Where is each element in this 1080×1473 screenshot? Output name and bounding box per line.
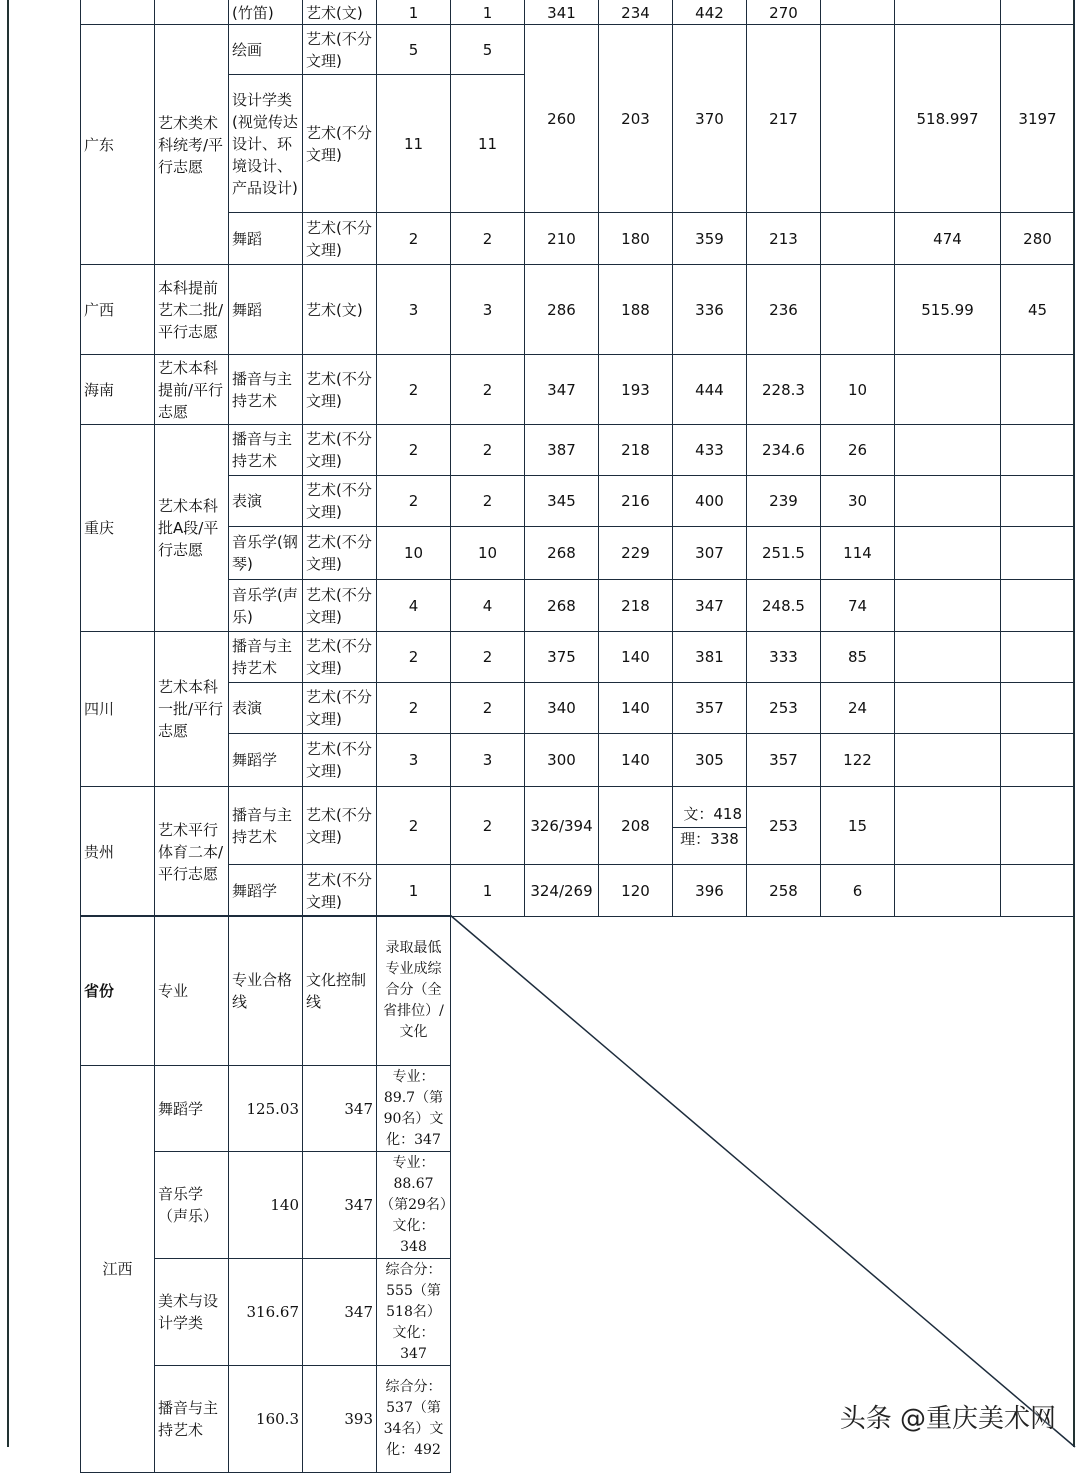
table-cell: 258 (747, 865, 821, 917)
table-cell: 艺术(不分文理) (303, 734, 377, 787)
table-cell: 专业 (155, 916, 229, 1066)
table-cell: 重庆 (81, 425, 155, 632)
table-cell: 2 (377, 632, 451, 683)
table-cell: 舞蹈学 (155, 1066, 229, 1152)
table-cell: 251.5 (747, 527, 821, 580)
table-cell: 2 (451, 213, 525, 265)
table-cell: 录取最低专业成综合分（全省排位）/文化 (377, 916, 451, 1066)
table-cell: 216 (599, 476, 673, 527)
table-cell: 324/269 (525, 865, 599, 917)
table-cell: 10 (821, 355, 895, 425)
table-cell: 艺术(不分文理) (303, 476, 377, 527)
table-cell: 236 (747, 265, 821, 355)
table-cell: 广西 (81, 265, 155, 355)
table-cell: 音乐学(声乐) (229, 580, 303, 632)
table-cell: 2 (451, 683, 525, 734)
table-cell (1001, 734, 1075, 787)
table-cell: 218 (599, 425, 673, 476)
table-cell: 345 (525, 476, 599, 527)
table-cell: 193 (599, 355, 673, 425)
table-cell: 74 (821, 580, 895, 632)
table-cell: 518.997 (895, 25, 1001, 213)
table-cell: 286 (525, 265, 599, 355)
table-cell: 海南 (81, 355, 155, 425)
table-cell (895, 865, 1001, 917)
table-cell: 综合分：555（第518名）文化：347 (377, 1259, 451, 1366)
table-cell: 340 (525, 683, 599, 734)
table-cell: 180 (599, 213, 673, 265)
table-cell: 播音与主持艺术 (229, 355, 303, 425)
table-cell: 四川 (81, 632, 155, 787)
table-cell: 艺术(不分文理) (303, 355, 377, 425)
table-cell (1001, 425, 1075, 476)
table-cell: 15 (821, 787, 895, 865)
table-row (81, 632, 1075, 683)
table-cell: 208 (599, 787, 673, 865)
table-cell: 375 (525, 632, 599, 683)
table-cell: 30 (821, 476, 895, 527)
table-cell: 广东 (81, 25, 155, 265)
table-cell: 114 (821, 527, 895, 580)
table-cell: 188 (599, 265, 673, 355)
table-cell: 239 (747, 476, 821, 527)
table-cell: 268 (525, 580, 599, 632)
table-cell: 2 (377, 425, 451, 476)
table-cell: 贵州 (81, 787, 155, 917)
table-cell (1001, 0, 1075, 25)
admission-table-upper (80, 0, 1075, 917)
table-cell: 305 (673, 734, 747, 787)
table-cell: 播音与主持艺术 (229, 425, 303, 476)
table-cell: 专业：88.67（第29名）文化：348 (377, 1152, 451, 1259)
table-cell: 2 (377, 787, 451, 865)
table-cell: 253 (747, 787, 821, 865)
table-cell: 艺术(不分文理) (303, 683, 377, 734)
table-cell: 2 (377, 683, 451, 734)
table-cell: 400 (673, 476, 747, 527)
table-cell: 艺术本科提前/平行志愿 (155, 355, 229, 425)
table-cell: 160.3 (229, 1366, 303, 1473)
page-left-border (7, 0, 9, 1447)
table-row (81, 1066, 451, 1152)
table-cell: 绘画 (229, 25, 303, 75)
table-row (81, 213, 1075, 265)
table-cell: 140 (599, 734, 673, 787)
table-cell: 6 (821, 865, 895, 917)
table-cell: 艺术类术科统考/平行志愿 (155, 25, 229, 265)
table-cell: 1 (451, 865, 525, 917)
table-cell: 229 (599, 527, 673, 580)
table-cell: 140 (599, 683, 673, 734)
table-cell: 1 (377, 865, 451, 917)
table-cell: 122 (821, 734, 895, 787)
table-cell: 综合分：537（第34名）文化：492 (377, 1366, 451, 1473)
table-cell: 268 (525, 527, 599, 580)
table-cell: 444 (673, 355, 747, 425)
table-cell: 203 (599, 25, 673, 213)
table-cell: 333 (747, 632, 821, 683)
table-cell: 347 (673, 580, 747, 632)
table-cell: (竹笛) (229, 0, 303, 25)
table-cell: 1 (451, 0, 525, 25)
table-cell: 359 (673, 213, 747, 265)
table-cell: 140 (599, 632, 673, 683)
table-cell: 艺术(文) (303, 0, 377, 25)
table-cell: 2 (377, 476, 451, 527)
table-cell: 248.5 (747, 580, 821, 632)
table-cell: 艺术平行体育二本/平行志愿 (155, 787, 229, 917)
table-cell: 125.03 (229, 1066, 303, 1152)
table-row (81, 476, 1075, 527)
table-cell: 2 (377, 355, 451, 425)
table-cell: 5 (451, 25, 525, 75)
table-cell: 24 (821, 683, 895, 734)
table-cell: 设计学类(视觉传达设计、环境设计、产品设计) (229, 75, 303, 213)
table-cell: 4 (377, 580, 451, 632)
table-cell: 253 (747, 683, 821, 734)
table-cell (1001, 476, 1075, 527)
table-cell (1001, 580, 1075, 632)
table-cell: 3 (377, 265, 451, 355)
table-cell: 3 (451, 265, 525, 355)
table-cell: 357 (673, 683, 747, 734)
table-cell: 2 (451, 787, 525, 865)
table-row (81, 683, 1075, 734)
table-cell: 357 (747, 734, 821, 787)
table-cell: 舞蹈 (229, 213, 303, 265)
table-cell: 270 (747, 0, 821, 25)
table-cell (1001, 683, 1075, 734)
table-cell: 10 (451, 527, 525, 580)
table-cell (1001, 527, 1075, 580)
watermark: 头条 @重庆美术网 (839, 1404, 1056, 1434)
table-cell: 专业：89.7（第90名）文化：347 (377, 1066, 451, 1152)
table-cell: 舞蹈学 (229, 734, 303, 787)
table-cell (895, 580, 1001, 632)
table-cell: 387 (525, 425, 599, 476)
table-cell: 专业合格线 (229, 916, 303, 1066)
table-cell: 120 (599, 865, 673, 917)
table-cell: 艺术(不分文理) (303, 25, 377, 75)
table-cell: 表演 (229, 476, 303, 527)
table-row (81, 265, 1075, 355)
table-row (81, 865, 1075, 917)
table-cell: 3 (451, 734, 525, 787)
table-cell: 218 (599, 580, 673, 632)
table-cell: 393 (303, 1366, 377, 1473)
table-row (81, 527, 1075, 580)
table-cell (1001, 355, 1075, 425)
table-cell: 文化控制线 (303, 916, 377, 1066)
table-cell: 260 (525, 25, 599, 213)
table-cell: 11 (377, 75, 451, 213)
table-cell: 234.6 (747, 425, 821, 476)
table-cell: 347 (303, 1066, 377, 1152)
table-cell: 音乐学（声乐） (155, 1152, 229, 1259)
table-cell: 2 (377, 213, 451, 265)
table-cell (1001, 865, 1075, 917)
table-cell (1001, 787, 1075, 865)
table-cell (81, 0, 155, 25)
table-cell: 艺术(不分文理) (303, 213, 377, 265)
table-cell: 表演 (229, 683, 303, 734)
table-cell (895, 683, 1001, 734)
table-cell: 艺术(文) (303, 265, 377, 355)
diagonal-blank-line (450, 915, 1080, 1447)
table-cell (155, 0, 229, 25)
table-cell: 336 (673, 265, 747, 355)
table-cell: 474 (895, 213, 1001, 265)
table-cell: 3197 (1001, 25, 1075, 213)
table-cell (895, 734, 1001, 787)
table-cell: 舞蹈学 (229, 865, 303, 917)
table-cell: 307 (673, 527, 747, 580)
table-header-row (81, 916, 451, 1066)
table-cell: 442 (673, 0, 747, 25)
table-cell (895, 476, 1001, 527)
table-cell: 艺术(不分文理) (303, 580, 377, 632)
table-row (81, 425, 1075, 476)
table-cell: 艺术(不分文理) (303, 527, 377, 580)
table-cell (895, 0, 1001, 25)
table-cell: 2 (451, 476, 525, 527)
table-cell: 213 (747, 213, 821, 265)
table-cell: 26 (821, 425, 895, 476)
table-cell: 文：418 理：338 (673, 787, 747, 865)
table-cell: 江西 (81, 1066, 155, 1473)
table-cell (821, 25, 895, 213)
table-cell (895, 787, 1001, 865)
table-cell: 舞蹈 (229, 265, 303, 355)
table-cell: 艺术(不分文理) (303, 787, 377, 865)
table-cell: 85 (821, 632, 895, 683)
table-cell: 本科提前艺术二批/平行志愿 (155, 265, 229, 355)
table-cell: 370 (673, 25, 747, 213)
table-cell: 3 (377, 734, 451, 787)
table-row (81, 787, 1075, 865)
table-cell: 280 (1001, 213, 1075, 265)
table-row (81, 580, 1075, 632)
table-cell: 美术与设计学类 (155, 1259, 229, 1366)
table-cell: 艺术(不分文理) (303, 632, 377, 683)
table-cell (895, 355, 1001, 425)
table-row (81, 25, 1075, 75)
table-cell: 217 (747, 25, 821, 213)
table-cell: 210 (525, 213, 599, 265)
table-cell: 艺术(不分文理) (303, 75, 377, 213)
table-cell: 347 (303, 1259, 377, 1366)
table-cell: 艺术(不分文理) (303, 865, 377, 917)
table-cell (821, 0, 895, 25)
table-cell (821, 213, 895, 265)
table-cell: 播音与主持艺术 (155, 1366, 229, 1473)
jiangxi-table (80, 915, 451, 1473)
table-cell: 433 (673, 425, 747, 476)
table-cell: 347 (303, 1152, 377, 1259)
table-cell: 10 (377, 527, 451, 580)
table-cell: 316.67 (229, 1259, 303, 1366)
table-cell: 艺术(不分文理) (303, 425, 377, 476)
table-cell: 播音与主持艺术 (229, 787, 303, 865)
table-cell: 11 (451, 75, 525, 213)
table-cell (895, 527, 1001, 580)
table-cell: 2 (451, 425, 525, 476)
table-cell: 艺术本科批A段/平行志愿 (155, 425, 229, 632)
table-cell: 341 (525, 0, 599, 25)
table-cell (895, 425, 1001, 476)
table-row (81, 0, 1075, 25)
table-cell (895, 632, 1001, 683)
table-row (81, 355, 1075, 425)
table-cell: 1 (377, 0, 451, 25)
table-cell (1001, 632, 1075, 683)
table-cell: 5 (377, 25, 451, 75)
table-cell: 2 (451, 355, 525, 425)
table-cell: 2 (451, 632, 525, 683)
table-cell: 234 (599, 0, 673, 25)
table-cell (821, 265, 895, 355)
table-cell: 347 (525, 355, 599, 425)
table-cell: 4 (451, 580, 525, 632)
table-cell: 228.3 (747, 355, 821, 425)
table-cell: 播音与主持艺术 (229, 632, 303, 683)
table-cell: 515.99 (895, 265, 1001, 355)
table-cell: 省份 (81, 916, 155, 1066)
table-row (81, 734, 1075, 787)
table-cell: 45 (1001, 265, 1075, 355)
table-cell: 326/394 (525, 787, 599, 865)
table-cell: 396 (673, 865, 747, 917)
table-cell: 音乐学(钢琴) (229, 527, 303, 580)
table-cell: 艺术本科一批/平行志愿 (155, 632, 229, 787)
table-cell: 381 (673, 632, 747, 683)
table-cell: 300 (525, 734, 599, 787)
table-cell: 140 (229, 1152, 303, 1259)
